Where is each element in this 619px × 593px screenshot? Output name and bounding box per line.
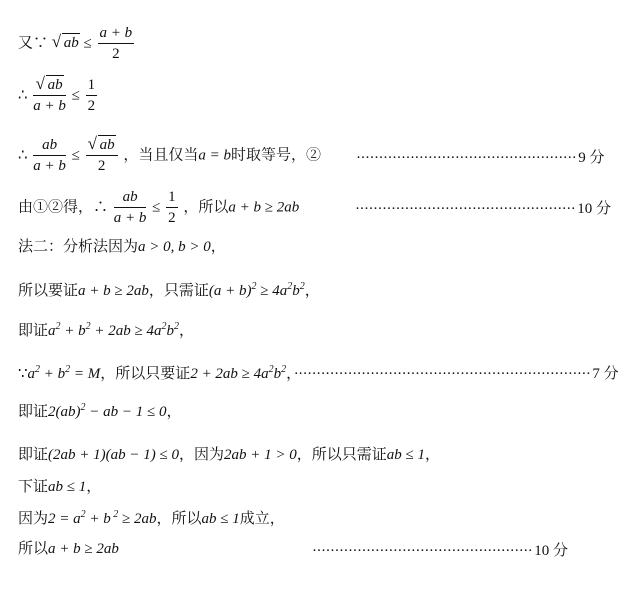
math: 2ab + 1 > 0 — [224, 447, 297, 463]
fraction-one-half: $\frac{1}{2}$ — [87, 77, 96, 114]
math: a > 0, b > 0 — [138, 239, 211, 255]
dot-leader-7: ·································································· 7 分 — [293, 366, 619, 382]
text: 即证 — [18, 404, 49, 420]
text: ，因为 — [178, 447, 224, 463]
sqrt-ab: √ ab — [51, 32, 79, 52]
relation: ≤ — [71, 147, 80, 164]
line-10 — [18, 448, 440, 463]
line-9 — [18, 402, 182, 420]
therefore-symbol: ∴ — [18, 87, 28, 104]
relation: ≤ — [152, 199, 161, 216]
line-11 — [18, 480, 101, 495]
fraction-ab-over-a-plus-b: $\frac{ab}{a + b}$ — [33, 137, 66, 174]
text: ，所以只需证 — [296, 447, 387, 463]
line-6 — [18, 281, 320, 299]
dot-leader-10: ················································· 10 分 — [355, 201, 612, 217]
math: a = b — [198, 147, 232, 164]
text: ， — [425, 447, 441, 463]
math: a + b ≥ 2ab — [78, 283, 149, 299]
math: $(a + b)^2 \ge 4a^2b^2$ — [208, 281, 305, 299]
text: 所以要证 — [18, 283, 79, 299]
dot-leader-10-final: ················································· 10 分 — [312, 543, 569, 559]
fraction-one-half: $\frac{1}{2}$ — [168, 189, 176, 226]
text: ， — [304, 283, 320, 299]
text: 成立， — [239, 511, 285, 527]
text: ，当且仅当 — [123, 147, 199, 164]
math: a + b ≥ 2ab — [48, 541, 119, 557]
line-7 — [18, 321, 195, 339]
text: 由①②得，∴ — [18, 199, 109, 216]
line-13 — [18, 542, 119, 557]
dot-leader-9: ················································· 9 分 — [356, 150, 605, 166]
text: 下证 — [18, 479, 49, 495]
text: ，只需证 — [148, 283, 209, 299]
line-3 — [18, 134, 322, 174]
text: ， — [210, 239, 226, 255]
text: ， — [166, 404, 182, 420]
line-4 — [18, 190, 299, 226]
text: 即证 — [18, 323, 49, 339]
relation: ≤ — [83, 35, 92, 52]
text: ，所以只要证 — [100, 366, 191, 382]
text: ， — [86, 479, 102, 495]
because-symbol: ∵ — [18, 366, 28, 382]
math: $2 + 2ab \ge 4a^2b^2$ — [190, 364, 287, 382]
text: 时取等号，② — [231, 147, 322, 164]
text: 法二：分析法因为 — [18, 239, 139, 255]
fraction-sqrt-ab-over-a-plus-b: √ ab a + b — [33, 74, 66, 114]
fraction-a-plus-b-over-2: $\frac{a + b}{2}$ — [99, 25, 133, 62]
line-5 — [18, 240, 226, 255]
text: 因为 — [18, 511, 49, 527]
line-8 — [18, 364, 619, 382]
text: ，所以 — [156, 511, 202, 527]
math: ab ≤ 1 — [386, 447, 425, 463]
text: ， — [179, 323, 195, 339]
score-label: 9 分 — [578, 150, 605, 166]
relation: ≤ — [71, 87, 80, 104]
math: (2ab + 1)(ab − 1) ≤ 0 — [48, 447, 179, 463]
score-label: 10 分 — [577, 201, 612, 217]
score-label: 7 分 — [592, 366, 619, 382]
text: ，所以 — [183, 199, 229, 216]
math: $a^2 + b^2 = M$ — [27, 364, 101, 382]
score-label: 10 分 — [534, 543, 569, 559]
line-2 — [18, 74, 99, 114]
text: 又 — [18, 35, 34, 52]
math: 2(ab)$^2$ − ab − 1 ≤ 0 — [48, 402, 167, 420]
line-1 — [18, 26, 136, 62]
math: ab ≤ 1 — [48, 479, 87, 495]
because-symbol: ∵ — [33, 35, 49, 52]
fraction-sqrt-ab-over-2: √ ab 2 — [86, 138, 118, 174]
text: 即证 — [18, 447, 49, 463]
therefore-symbol: ∴ — [18, 147, 28, 164]
math: a + b ≥ 2ab — [228, 199, 300, 216]
fraction-ab-over-a-plus-b: $\frac{ab}{a + b}$ — [113, 189, 147, 226]
math: $a^2 + b^2 + 2ab \ge 4a^2b^2$ — [48, 321, 179, 339]
math: ab ≤ 1 — [201, 511, 240, 527]
line-12 — [18, 509, 285, 527]
text: ， — [286, 366, 294, 382]
text: 所以 — [18, 541, 49, 557]
math: $2 = a^2 + b$ $^2$ ≥ 2ab — [48, 509, 157, 527]
